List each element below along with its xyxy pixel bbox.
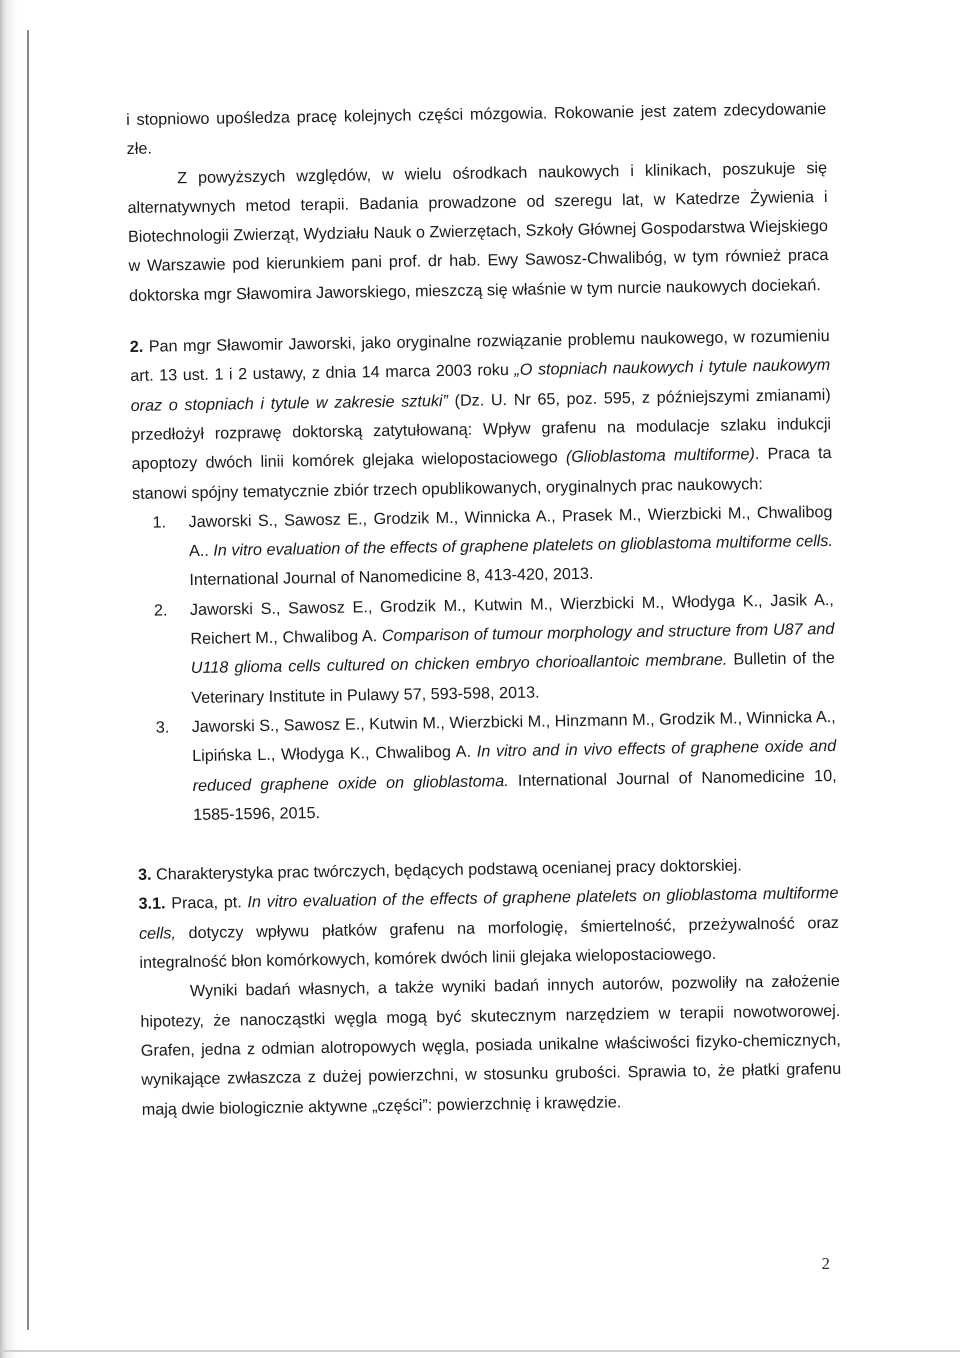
section-3-1-text-b: dotyczy wpływu płatków grafenu na morfologię, śmiertelność, przeżywalność oraz integralność błon komórkowych, komórek dwóch linii glejaka wielopostaciowego. (139, 913, 840, 972)
publication-source: International Journal of Nanomedicine 10, 1585-1596, 2015. (193, 766, 837, 824)
section-3-1-title: In vitro evaluation of the effects of graphene platelets on glioblastoma multiforme cells, (138, 884, 839, 943)
publication-source: Bulletin of the Veterinary Institute in Pulawy 57, 593-598, 2013. (191, 649, 835, 707)
publication-item (136, 703, 838, 831)
section-2-text-b: (Dz. U. Nr 65, poz. 595, z późniejszymi zmianami) przedłożył rozprawę doktorską zatytułowaną: Wpływ grafenu na modulacje szlaku indukcji apoptozy dwóch linii komórek glejaka wielopostaciowego (131, 385, 832, 474)
publication-authors: Jaworski S., Sawosz E., Grodzik M., Kutwin M., Wierzbicki M., Włodyga K., Jasik A., Reichert M., Chwalibog A. (189, 590, 834, 649)
page-number: 2 (821, 1254, 830, 1273)
scan-margin-line (27, 30, 29, 1330)
intro-paragraph-1: i stopniowo upośledza pracę kolejnych części mózgowia. Rokowanie jest zatem zdecydowanie złe. (126, 100, 827, 159)
glioblastoma-term: (Glioblastoma multiforme) (565, 445, 756, 467)
publication-title: In vitro evaluation of the effects of graphene platelets on glioblastoma multiforme cells. (213, 532, 834, 560)
law-title: „O stopniach naukowych i tytule naukowym oraz o stopniach i tytule w zakresie sztuki” (130, 356, 831, 415)
section-2-text-a: Pan mgr Sławomir Jaworski, jako oryginalne rozwiązanie problemu naukowego, w rozumieniu art. 13 ust. 1 i 2 ustawy, z dnia 14 marca 2003 roku (130, 327, 830, 386)
section-3-number: 3. (137, 865, 152, 885)
section-3-heading-text: Charakterystyka prac twórczych, będących podstawą ocenianej pracy doktorskiej. (155, 856, 742, 884)
scan-bottom-edge (0, 1350, 960, 1352)
scan-shadow-edge (0, 0, 18, 1358)
section-3-1-text-a: Praca, pt. (171, 893, 248, 913)
section-2-text-c: . Praca ta stanowi spójny tematycznie zbiór trzech opublikowanych, oryginalnych prac naukowych: (131, 444, 832, 503)
section-3-1-paragraph-2: Wyniki badań własnych, a także wyniki badań innych autorów, pozwoliły na założenie hipotezy, że nanocząstki węgla mogą być skutecznym narzędziem w terapii nowotworowej. Grafen, jedna z odmian alotropowych węgla, posiada unikalne właściwości fizyko-chemicznych, wynikające zwłaszcza z dużej powierzchni, w stosunku grubości. Sprawia to, że płatki grafenu mają dwie biologicznie aktywne „części”: powierzchnię i krawędzie. (140, 972, 842, 1119)
publication-title: Comparison of tumour morphology and structure from U87 and U118 glioma cells cultured on chicken embryo chorioallantoic membrane. (190, 619, 835, 678)
publication-number: 1. (152, 513, 167, 532)
publication-list (132, 498, 837, 831)
intro-paragraph-2: Z powyższych względów, w wielu ośrodkach naukowych i klinikach, poszukuje się alternatywnych metod terapii. Badania prowadzone od szeregu lat, w Katedrze Żywienia i Biotechnologii Zwierząt, Wydziału Nauk o Zwierzętach, Szkoły Głównej Gospodarstwa Wiejskiego w Warszawie pod kierunkiem pani prof. dr hab. Ewy Sawosz-Chwalibóg, w tym również praca doktorska mgr Sławomira Jaworskiego, mieszczą się właśnie w tym nurcie naukowych dociekań. (127, 158, 829, 305)
publication-number: 2. (153, 601, 168, 620)
publication-number: 3. (155, 718, 170, 737)
document-page (126, 95, 842, 1125)
section-3-1-number: 3.1. (138, 894, 166, 914)
publication-item (134, 586, 836, 714)
publication-authors: Jaworski S., Sawosz E., Kutwin M., Wierzbicki M., Hinzmann M., Grodzik M., Winnicka A., Lipińska L., Włodyga K., Chwalibog A. (191, 707, 836, 766)
publication-source: International Journal of Nanomedicine 8, 413-420, 2013. (189, 565, 594, 590)
section-2-number: 2. (129, 337, 144, 357)
publication-item (132, 498, 833, 597)
publication-authors: Jaworski S., Sawosz E., Grodzik M., Winnicka A., Prasek M., Wierzbicki M., Chwalibog A.. (188, 502, 833, 561)
publication-title: In vitro and in vivo effects of graphene oxide and reduced graphene oxide on glioblastoma. (192, 737, 837, 795)
section-3-1-paragraph (138, 879, 839, 978)
section-2-paragraph (130, 322, 833, 509)
